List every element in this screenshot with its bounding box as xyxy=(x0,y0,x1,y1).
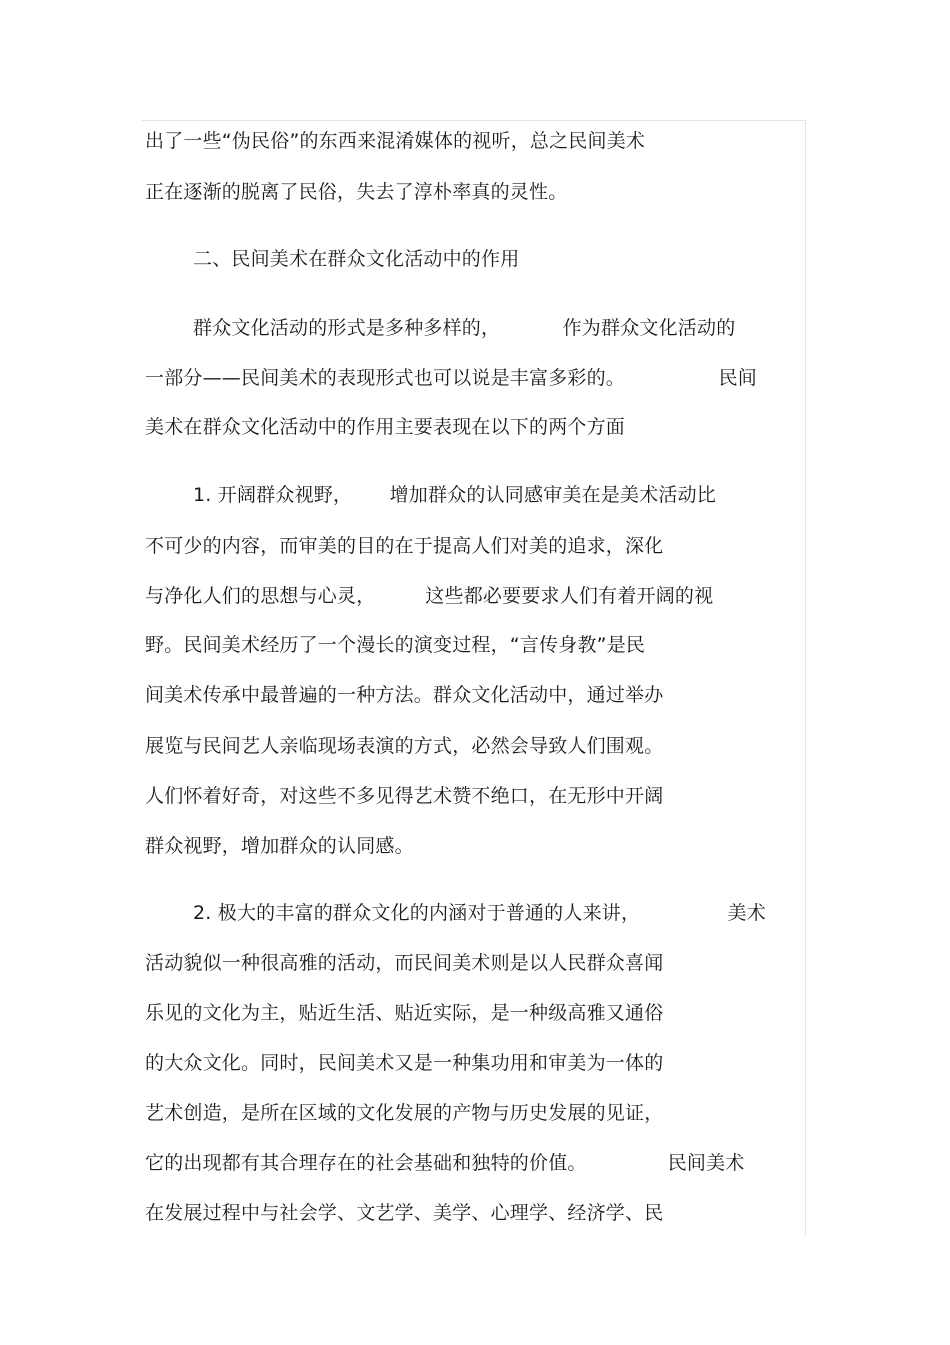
list-item-heading: 2. 极大的丰富的群众文化的内涵对于普通的人来讲， 美术 xyxy=(193,902,766,924)
text-line: 正在逐渐的脱离了民俗，失去了淳朴率真的灵性。 xyxy=(145,181,568,203)
text-line: 艺术创造，是所在区域的文化发展的产物与历史发展的见证， xyxy=(145,1102,664,1124)
text-line: 的大众文化。同时，民间美术又是一种集功用和审美为一体的 xyxy=(145,1052,664,1074)
text-line: 与净化人们的思想与心灵， 这些都必要要求人们有着开阔的视 xyxy=(145,585,714,607)
text-line: 群众视野，增加群众的认同感。 xyxy=(145,835,414,857)
text-line: 一部分——民间美术的表现形式也可以说是丰富多彩的。 民间 xyxy=(145,367,757,389)
text-line: 乐见的文化为主，贴近生活、贴近实际，是一种级高雅又通俗 xyxy=(145,1002,664,1024)
text-line: 它的出现都有其合理存在的社会基础和独特的价值。 民间美术 xyxy=(145,1152,745,1174)
text-line: 野。民间美术经历了一个漫长的演变过程，“言传身教”是民 xyxy=(145,634,646,656)
text-line: 人们怀着好奇，对这些不多见得艺术赞不绝口，在无形中开阔 xyxy=(145,785,664,807)
text-line: 活动貌似一种很高雅的活动，而民间美术则是以人民群众喜闻 xyxy=(145,952,664,974)
text-line: 不可少的内容，而审美的目的在于提高人们对美的追求，深化 xyxy=(145,535,664,557)
text-line: 在发展过程中与社会学、文艺学、美学、心理学、经济学、民 xyxy=(145,1202,664,1224)
text-line: 间美术传承中最普遍的一种方法。群众文化活动中，通过举办 xyxy=(145,684,664,706)
text-line: 展览与民间艺人亲临现场表演的方式，必然会导致人们围观。 xyxy=(145,735,664,757)
list-item-heading: 1. 开阔群众视野， 增加群众的认同感审美在是美术活动比 xyxy=(193,484,717,506)
section-heading: 二、民间美术在群众文化活动中的作用 xyxy=(193,248,520,270)
text-line: 美术在群众文化活动中的作用主要表现在以下的两个方面 xyxy=(145,416,626,438)
text-line: 出了一些“伪民俗”的东西来混淆媒体的视听，总之民间美术 xyxy=(145,130,646,152)
text-line: 群众文化活动的形式是多种多样的， 作为群众文化活动的 xyxy=(193,317,736,339)
